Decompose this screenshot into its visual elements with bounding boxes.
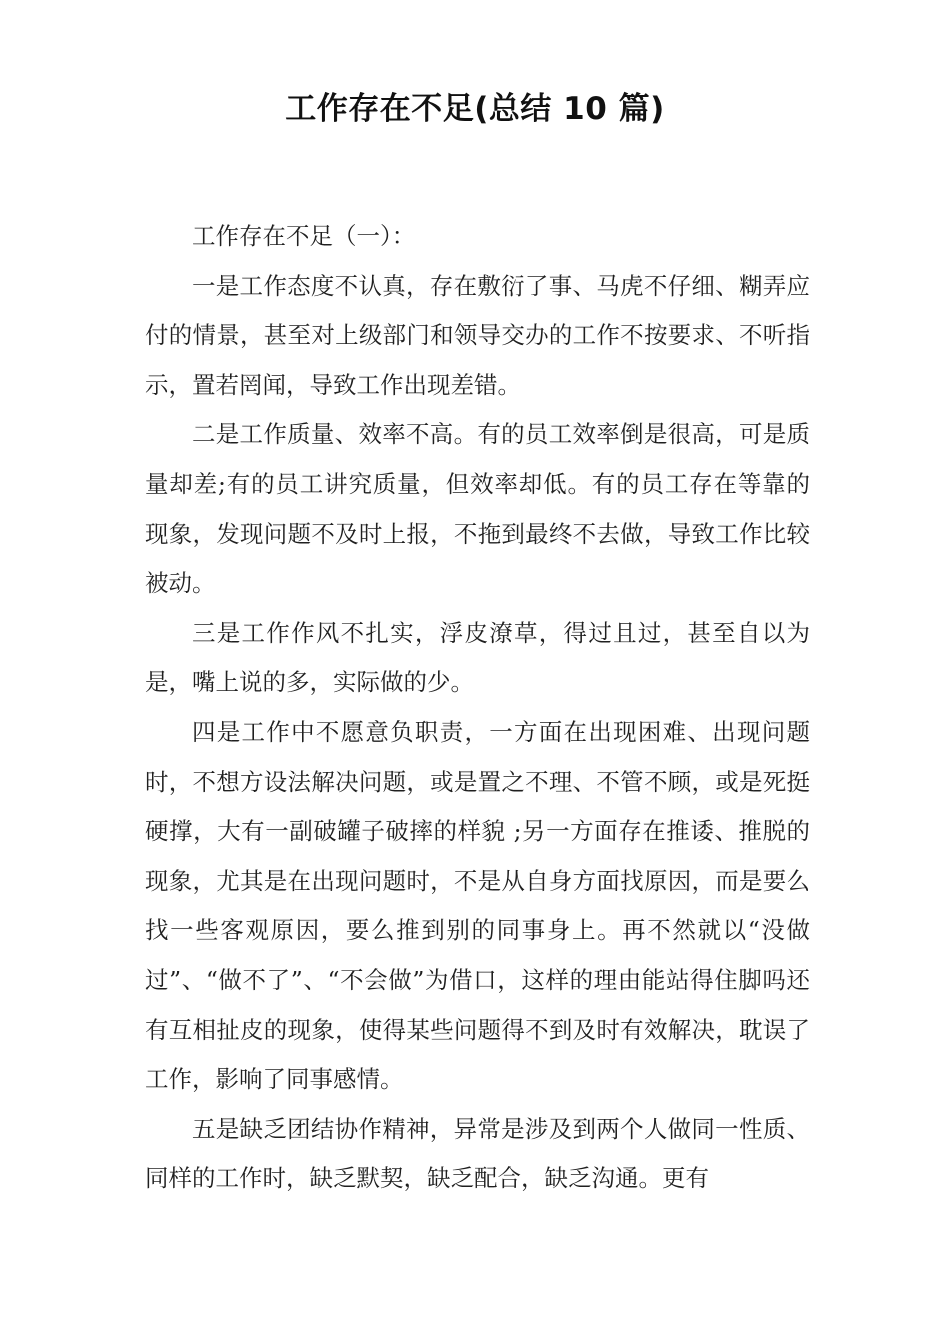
document-title: 工作存在不足(总结 10 篇) [285,91,665,127]
section-heading: 工作存在不足（一）： [192,222,416,250]
paragraph: 三是工作作风不扎实，浮皮潦草，得过且过，甚至自以为是，嘴上说的多，实际做的少。 [145,618,810,697]
paragraph: 二是工作质量、效率不高。有的员工效率倒是很高，可是质量却差;有的员工讲究质量，但效率却低。有的员工存在等靠的现象，发现问题不及时上报，不拖到最终不去做，导致工作比较被动。 [145,420,810,598]
paragraph: 五是缺乏团结协作精神，异常是涉及到两个人做同一性质、同样的工作时，缺乏默契，缺乏配合，缺乏沟通。更有 [145,1114,810,1193]
document-body [145,212,810,1204]
paragraph: 一是工作态度不认真，存在敷衍了事、马虎不仔细、糊弄应付的情景，甚至对上级部门和领导交办的工作不按要求、不听指示，置若罔闻，导致工作出现差错。 [145,271,810,399]
paragraph: 四是工作中不愿意负职责，一方面在出现困难、出现问题时，不想方设法解决问题，或是置之不理、不管不顾，或是死挺硬撑，大有一副破罐子破摔的样貌 ;另一方面存在推诿、推脱的现象，尤其是在出现问题时，不是从自身方面找原因，而是要么找一些客观原因，要么推到别的同事身上。再不然就以“没做过”、“做不了”、“不会做”为借口，这样的理由能站得住脚吗还有互相扯皮的现象，使得某些问题得不到及时有效解决，耽误了工作，影响了同事感情。 [145,717,810,1094]
